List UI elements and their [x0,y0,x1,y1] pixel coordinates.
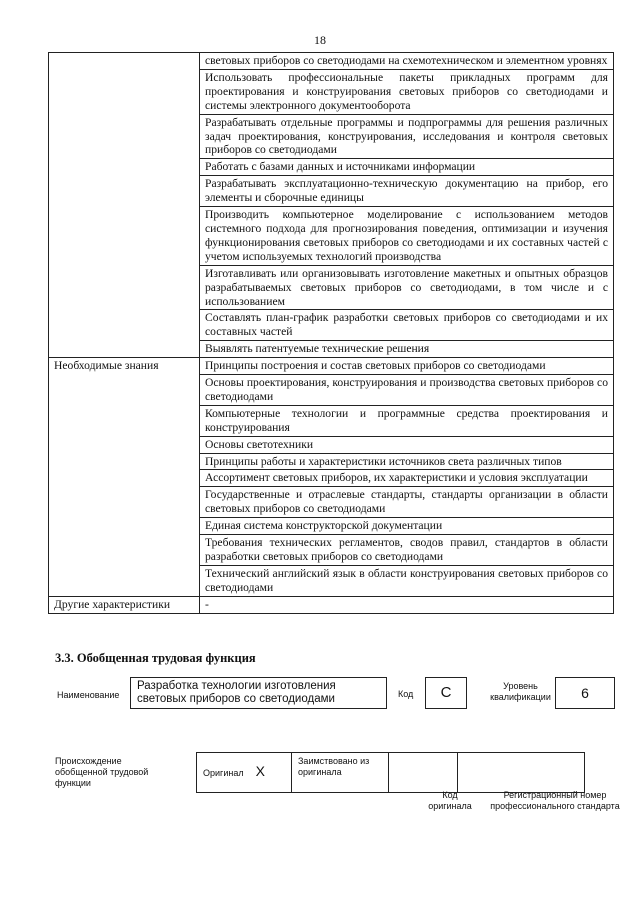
qualification-level-label: Уровень квалификации [490,681,551,702]
page-number: 18 [314,33,326,47]
code-original-caption: Код оригинала [428,790,472,811]
function-code-field: C [425,677,467,709]
borrowed-cell [292,753,389,793]
row-item: Использовать профессиональные пакеты прикладных программ для проектирования и конструирования световых приборов со светодиодами и системы электронного документооборота [200,69,614,114]
borrowed-label: Заимствовано из оригинала [298,756,370,777]
name-label: Наименование [57,690,120,700]
row-item: Производить компьютерное моделирование с использованием методов системного подхода для прогнозирования поведения, оптимизации и изучения функционирования световых приборов со светодиодами и их составных частей с учетом используемых технологий производства [200,207,614,266]
row-item: Единая система конструкторской документации [200,518,614,535]
qualification-level-field: 6 [555,677,615,709]
row-item: Компьютерные технологии и программные средства проектирования и конструирования [200,405,614,436]
row-item: Составлять план-график разработки световых приборов со светодиодами и их составных частей [200,310,614,341]
row-item: Разрабатывать эксплуатационно-техническую документацию на прибор, его элементы и сборочные единицы [200,176,614,207]
row-label [49,53,200,358]
row-item: Изготавливать или организовывать изготовление макетных и опытных образцов разрабатываемых световых приборов со светодиодами, в том числе и с использованием [200,265,614,310]
table-row [49,53,614,70]
row-item: - [200,596,614,613]
row-item: Государственные и отраслевые стандарты, стандарты организации в области световых приборов со светодиодами [200,487,614,518]
row-item: Принципы построения и состав световых приборов со светодиодами [200,358,614,375]
function-name-field: Разработка технологии изготовления световых приборов со светодиодами [130,677,387,709]
characteristics-table-body [49,53,614,614]
registration-number-caption: Регистрационный номер профессионального стандарта [490,790,620,811]
registration-number-cell [458,753,585,793]
original-label: Оригинал [203,768,244,778]
characteristics-table [48,52,614,614]
original-mark: X [255,763,265,779]
code-original-cell [389,753,458,793]
row-item: Технический английский язык в области конструирования световых приборов со светодиодами [200,565,614,596]
row-item: Требования технических регламентов, сводов правил, стандартов в области разработки световых приборов со светодиодами [200,535,614,566]
row-item: Принципы работы и характеристики источников света различных типов [200,453,614,470]
table-row [49,358,614,375]
code-label: Код [398,689,414,699]
origin-label: Происхождение обобщенной трудовой функции [55,756,149,788]
origin-table [196,752,585,793]
row-label: Необходимые знания [49,358,200,597]
section-heading: 3.3. Обобщенная трудовая функция [55,651,256,665]
row-label: Другие характеристики [49,596,200,613]
row-item: Ассортимент световых приборов, их характеристики и условия эксплуатации [200,470,614,487]
table-row [49,596,614,613]
row-item: Основы проектирования, конструирования и производства световых приборов со светодиодами [200,375,614,406]
row-item: Работать с базами данных и источниками информации [200,159,614,176]
original-cell [197,753,292,793]
row-item: Основы светотехники [200,436,614,453]
row-item: Выявлять патентуемые технические решения [200,341,614,358]
row-item: Разрабатывать отдельные программы и подпрограммы для решения различных задач проектирования, конструирования, исследования и контроля световых приборов со светодиодами [200,114,614,159]
row-item: световых приборов со светодиодами на схемотехническом и элементном уровнях [200,53,614,70]
